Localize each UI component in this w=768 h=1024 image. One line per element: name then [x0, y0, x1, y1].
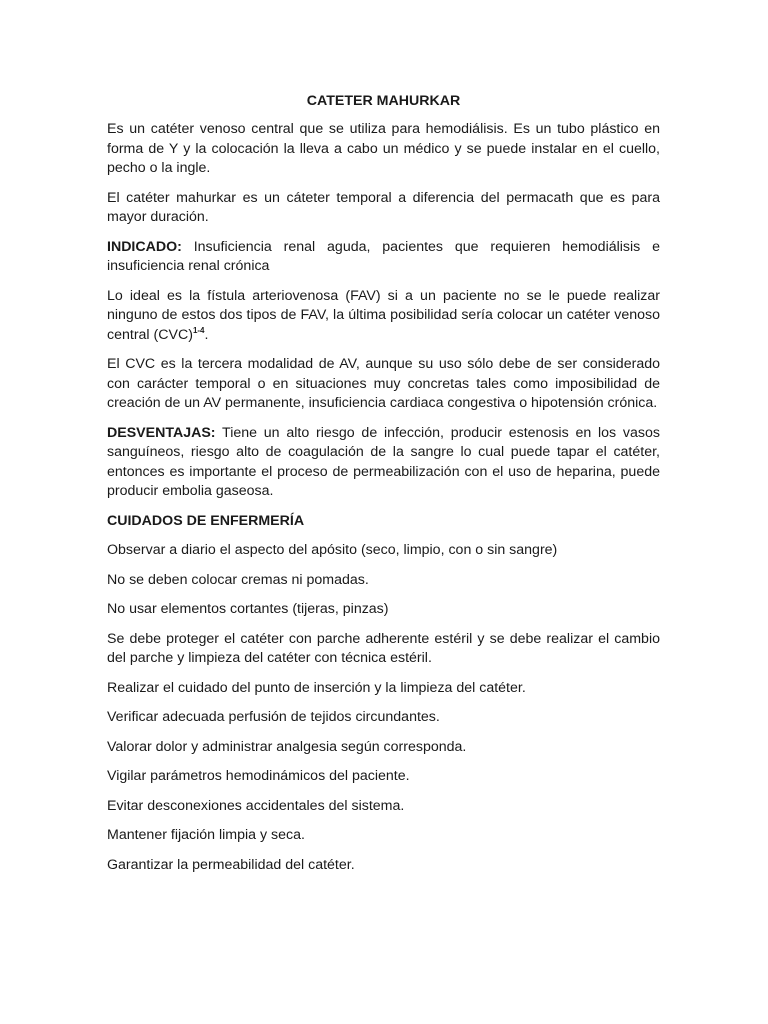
- cuidados-heading: CUIDADOS DE ENFERMERÍA: [107, 512, 305, 529]
- cuidado-item: Observar a diario el aspecto del apósito (seco, limpio, con o sin sangre): [107, 542, 558, 558]
- cuidado-item: Mantener fijación limpia y seca.: [107, 827, 305, 843]
- cuidado-item: Valorar dolor y administrar analgesia según corresponda.: [107, 738, 467, 755]
- cuidado-item: Se debe proteger el catéter con parche adherente estéril y se debe realizar el cambio del parche y limpieza del catéter con técnica estéril.: [107, 630, 660, 666]
- reference-superscript: 1-4: [192, 325, 205, 335]
- paragraph-temporal: El catéter mahurkar es un cáteter temporal a diferencia del permacath que es para mayor duración.: [107, 189, 660, 225]
- cuidado-item: Evitar desconexiones accidentales del sistema.: [107, 797, 405, 814]
- fav-end: .: [204, 326, 209, 343]
- cuidado-item: Vigilar parámetros hemodinámicos del paciente.: [107, 768, 410, 784]
- cuidado-item: Garantizar la permeabilidad del catéter.: [107, 856, 355, 873]
- paragraph-indicado: [107, 238, 660, 277]
- indicado-label: INDICADO:: [107, 238, 182, 255]
- document-page: [107, 92, 660, 885]
- desventajas-text: Tiene un alto riesgo de infección, producir estenosis en los vasos sanguíneos, riesgo alto de coagulación de la sangre lo cual puede tapar el catéter, entonces es importante el proceso de permeabilización con el uso de heparina, puede producir embolia gaseosa.: [107, 424, 660, 499]
- cuidado-item: No se deben colocar cremas ni pomadas.: [107, 571, 369, 588]
- paragraph-definition: Es un catéter venoso central que se utiliza para hemodiálisis. Es un tubo plástico en forma de Y y la colocación la lleva a cabo un médico y se puede instalar en el cuello, pecho o la ingle.: [107, 121, 660, 176]
- desventajas-label: DESVENTAJAS:: [107, 424, 216, 441]
- indicado-text: Insuficiencia renal aguda, pacientes que requieren hemodiálisis e insuficiencia renal crónica: [107, 238, 660, 274]
- document-title: CATETER MAHURKAR: [306, 93, 461, 109]
- paragraph-cvc: El CVC es la tercera modalidad de AV, aunque su uso sólo debe de ser considerado con carácter temporal o en situaciones muy concretas tales como imposibilidad de creación de un AV permanente, insuficiencia cardiaca congestiva o hipotensión crónica.: [107, 356, 660, 411]
- cuidado-item: No usar elementos cortantes (tijeras, pinzas): [107, 601, 389, 617]
- paragraph-desventajas: [107, 424, 660, 502]
- paragraph-fav: [107, 287, 660, 346]
- cuidado-item: Realizar el cuidado del punto de inserción y la limpieza del catéter.: [107, 679, 526, 696]
- cuidado-item: Verificar adecuada perfusión de tejidos circundantes.: [107, 709, 440, 725]
- fav-text: Lo ideal es la fístula arteriovenosa (FAV) si a un paciente no se le puede realizar ninguno de estos dos tipos de FAV, la última posibilidad sería colocar un catéter venoso central (CVC): [107, 287, 660, 343]
